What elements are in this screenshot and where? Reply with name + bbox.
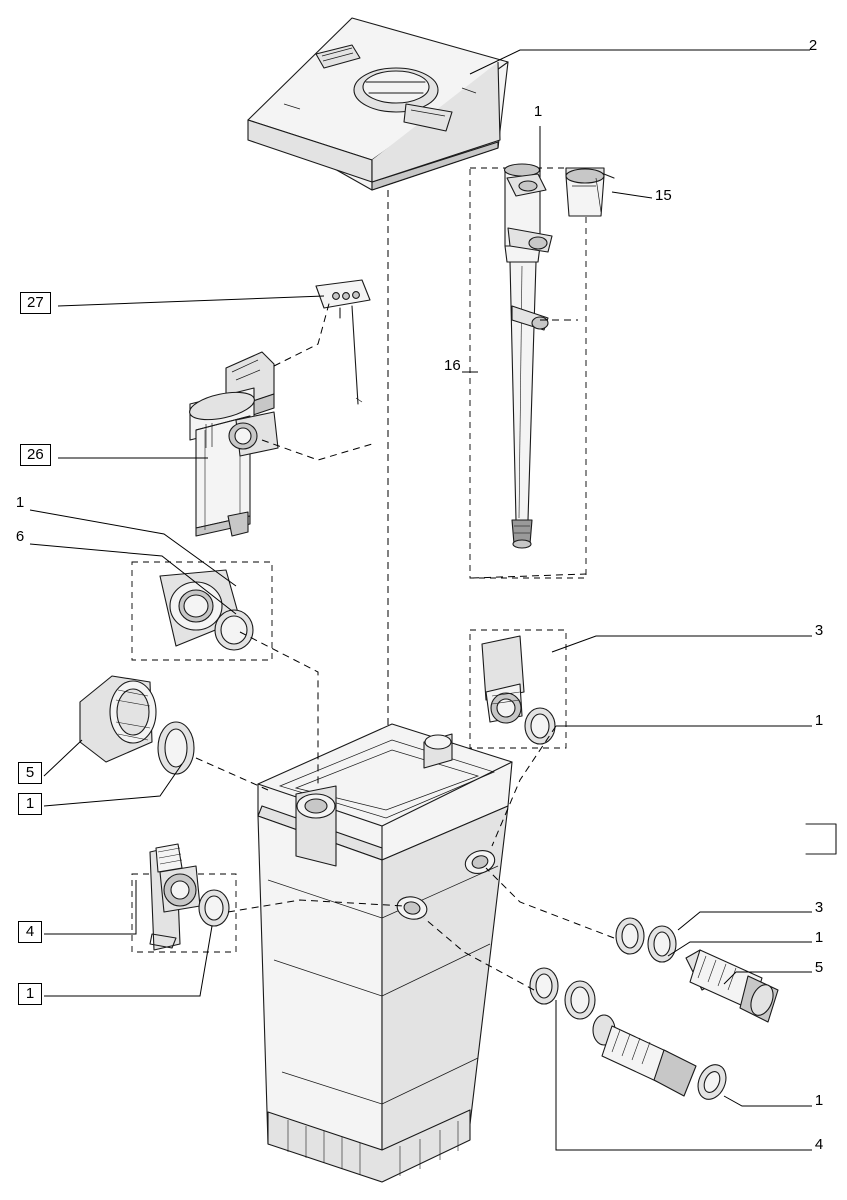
part-filter-pump xyxy=(187,352,278,536)
part-hose-connector-right-upper xyxy=(616,918,778,1022)
callout-5-right-upper: 5 xyxy=(814,959,824,976)
callout-27: 27 xyxy=(20,292,51,314)
callout-15: 15 xyxy=(655,187,672,204)
callout-3-upper: 3 xyxy=(814,622,824,639)
callout-1-seal-upper: 1 xyxy=(15,494,25,511)
part-outlet-nozzle-left xyxy=(80,676,194,774)
callout-2: 2 xyxy=(808,37,818,54)
part-uvc-assembly xyxy=(470,164,614,578)
callout-4-left: 4 xyxy=(18,921,42,943)
callout-16: 16 xyxy=(444,357,461,374)
callout-3-lower: 3 xyxy=(814,899,824,916)
callout-1-left-valve: 1 xyxy=(18,983,42,1005)
callout-1-right-lower: 1 xyxy=(814,1092,824,1109)
part-lid xyxy=(248,18,508,190)
part-inlet-fitting-upper xyxy=(470,630,566,748)
part-cleaning-indicator xyxy=(316,280,370,404)
callout-4-right: 4 xyxy=(814,1136,824,1153)
part-filter-container xyxy=(258,724,512,1182)
callout-1-left-nozzle: 1 xyxy=(18,793,42,815)
callout-1-uvc: 1 xyxy=(533,103,543,120)
callout-6: 6 xyxy=(15,528,25,545)
callout-1-inlet: 1 xyxy=(814,712,824,729)
part-seal-group-upper xyxy=(132,562,272,660)
callout-1-right-upper: 1 xyxy=(814,929,824,946)
callout-26: 26 xyxy=(20,444,51,466)
part-valve-bracket-left xyxy=(132,844,236,952)
callout-5-left: 5 xyxy=(18,762,42,784)
